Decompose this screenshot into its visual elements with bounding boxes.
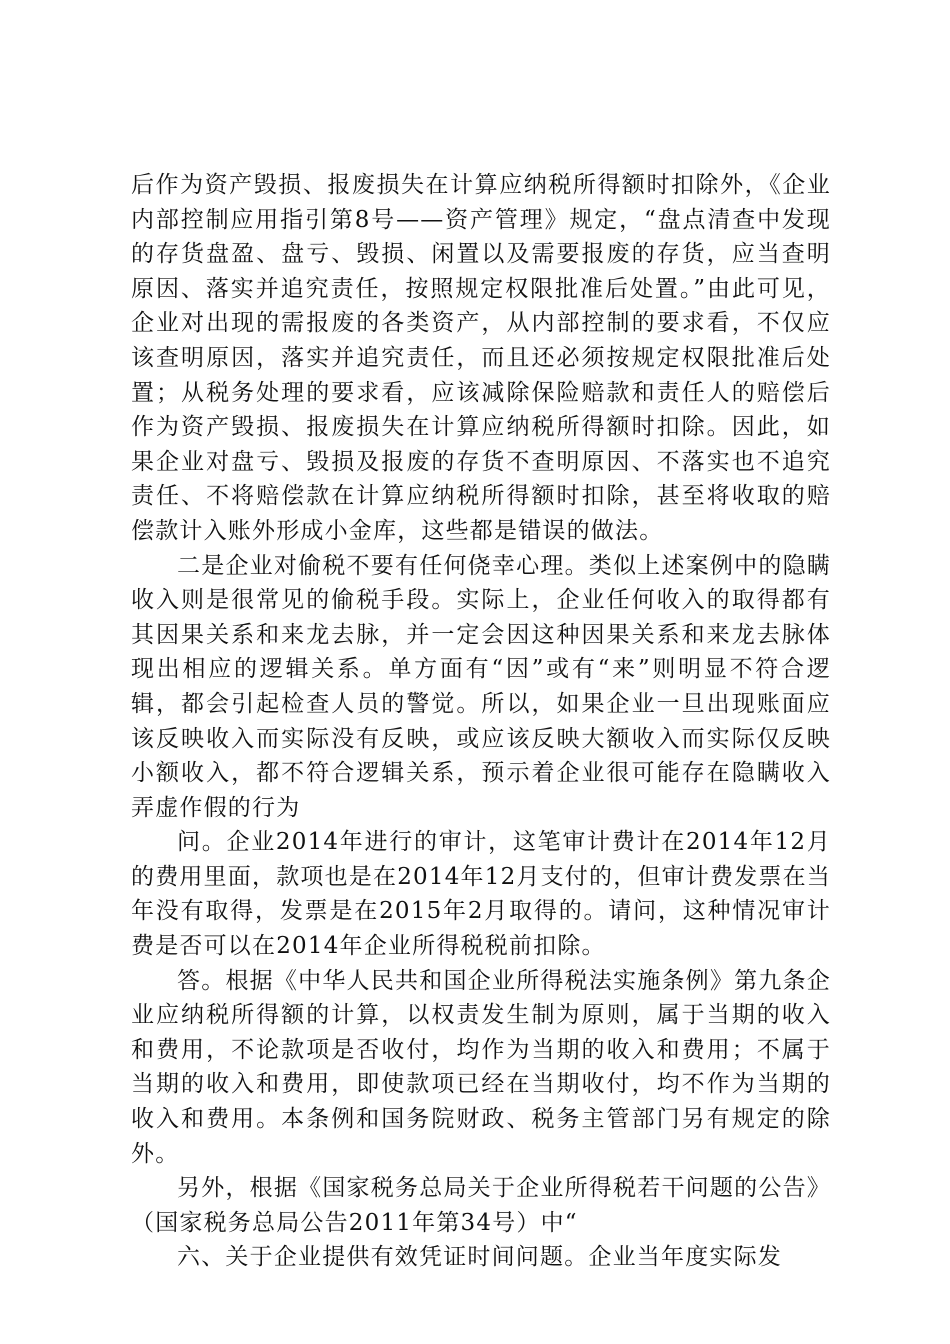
paragraph-6: 六、关于企业提供有效凭证时间问题。企业当年度实际发 <box>177 1244 782 1271</box>
paragraph-2: 二是企业对偷税不要有任何侥幸心理。类似上述案例中的隐瞒收入则是很常见的偷税手段。实际上，企业任何收入的取得都有其因果关系和来龙去脉，并一定会因这种因果关系和来龙去脉体现出相应的逻辑关系。单方面有“因”或有“来”则明显不符合逻辑，都会引起检查人员的警觉。所以，如果企业一旦出现账面应该反映收入而实际没有反映，或应该反映大额收入而实际仅反映小额收入，都不符合逻辑关系，预示着企业很可能存在隐瞒收入弄虚作假的行为 <box>131 552 831 821</box>
paragraph-4: 答。根据《中华人民共和国企业所得税法实施条例》第九条企业应纳税所得额的计算，以权责发生制为原则，属于当期的收入和费用，不论款项是否收付，均作为当期的收入和费用；不属于当期的收入和费用，即使款项已经在当期收付，均不作为当期的收入和费用。本条例和国务院财政、税务主管部门另有规定的除外。 <box>131 967 831 1167</box>
document-body <box>131 168 831 1275</box>
paragraph-3: 问。企业2014年进行的审计，这笔审计费计在2014年12月的费用里面，款项也是在2014年12月支付的，但审计费发票在当年没有取得，发票是在2015年2月取得的。请问，这种情况审计费是否可以在2014年企业所得税税前扣除。 <box>131 829 831 960</box>
paragraph-1: 后作为资产毁损、报废损失在计算应纳税所得额时扣除外，《企业内部控制应用指引第8号——资产管理》规定，“盘点清查中发现的存货盘盈、盘亏、毁损、闲置以及需要报废的存货，应当查明原因、落实并追究责任，按照规定权限批准后处置。”由此可见，企业对出现的需报废的各类资产，从内部控制的要求看，不仅应该查明原因，落实并追究责任，而且还必须按规定权限批准后处置；从税务处理的要求看，应该减除保险赔款和责任人的赔偿后作为资产毁损、报废损失在计算应纳税所得额时扣除。因此，如果企业对盘亏、毁损及报废的存货不查明原因、不落实也不追究责任、不将赔偿款在计算应纳税所得额时扣除，甚至将收取的赔偿款计入账外形成小金库，这些都是错误的做法。 <box>131 172 831 544</box>
paragraph-5: 另外，根据《国家税务总局关于企业所得税若干问题的公告》（国家税务总局公告2011年第34号）中“ <box>131 1175 831 1236</box>
